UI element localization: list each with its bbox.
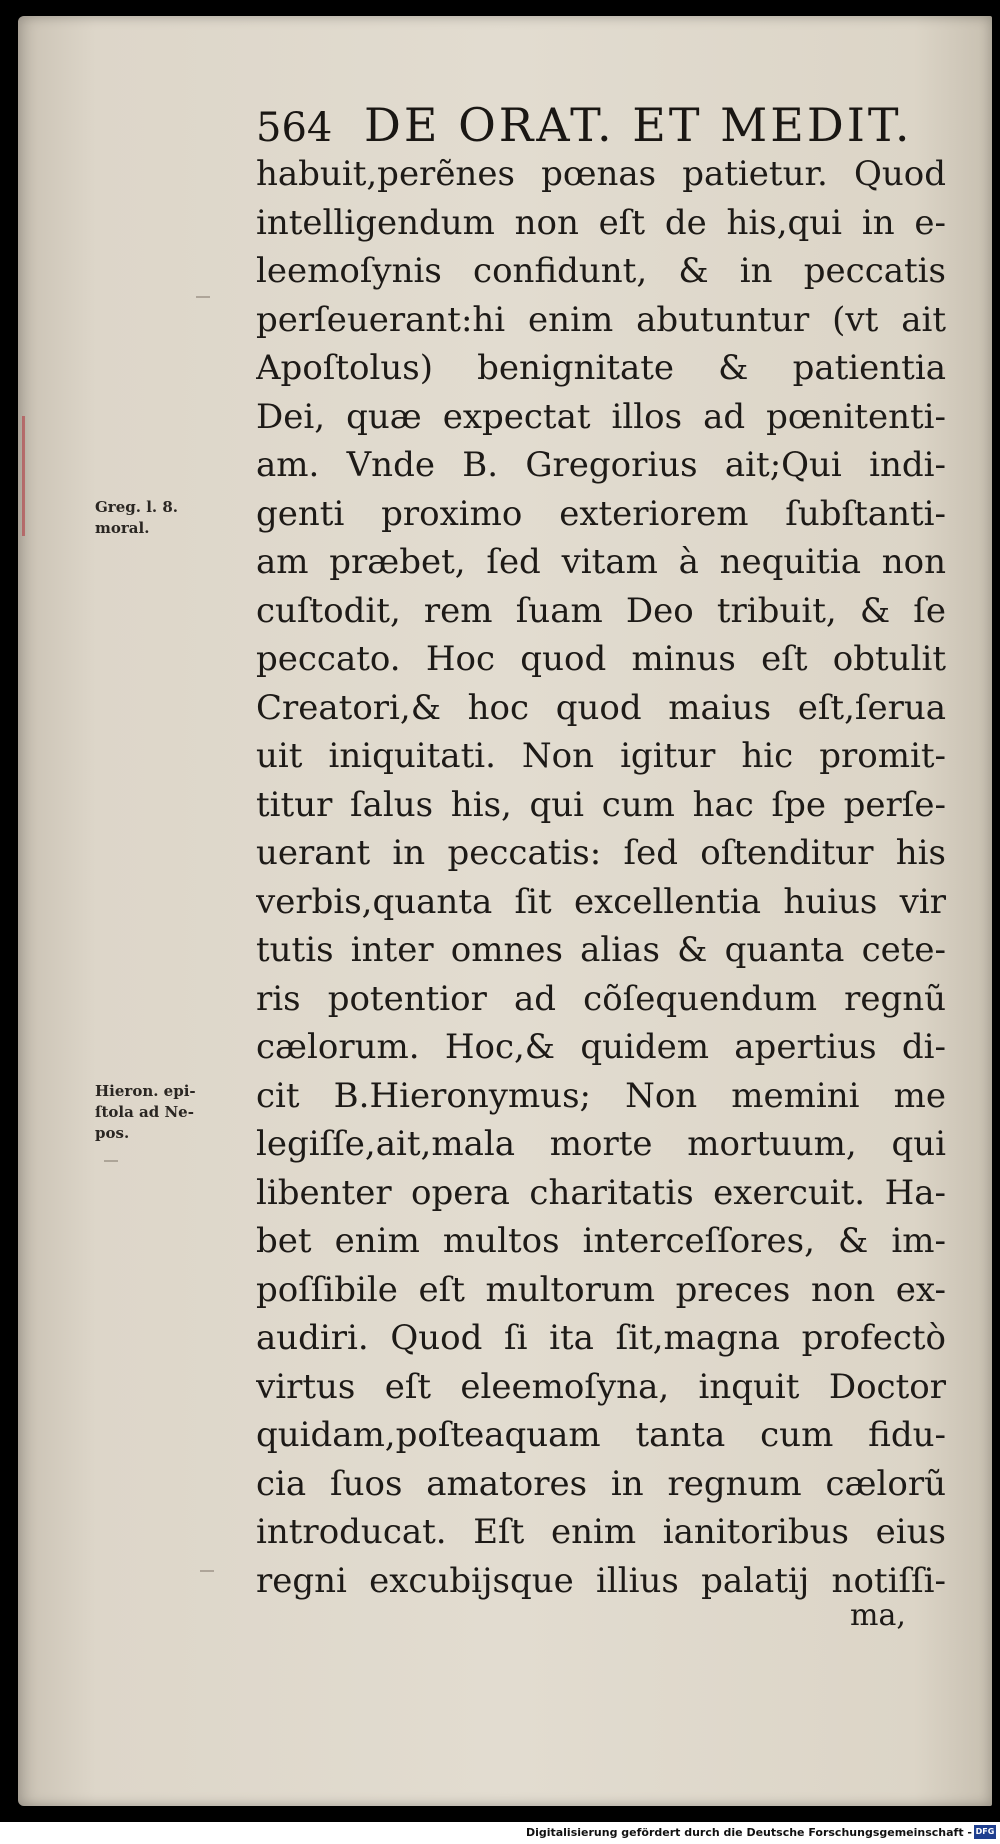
page-number: 564	[256, 105, 333, 151]
margin-note-line: moral.	[95, 519, 150, 537]
text-line: intelligendum non eſt de his,qui in e-	[256, 202, 946, 243]
text-line: perſeuerant:hi enim abutuntur (vt ait	[256, 299, 946, 340]
body-text	[256, 150, 946, 1605]
text-line: Dei, quæ expectat illos ad pœnitenti-	[256, 396, 946, 437]
text-line: am præbet, ſed vitam à nequitia non	[256, 542, 946, 582]
text-line: introducat. Eſt enim ianitoribus eius	[256, 1512, 946, 1552]
digitization-credit: Digitalisierung gefördert durch die Deutsche Forschungsgemeinschaft -	[525, 1826, 972, 1839]
text-line: cælorum. Hoc,& quidem apertius di-	[256, 1027, 946, 1067]
text-line: habuit,perẽnes pœnas patietur. Quod	[256, 154, 946, 194]
paper-speck	[104, 1160, 118, 1162]
margin-note-gregory	[95, 497, 255, 539]
text-line: audiri. Quod ſi ita ſit,magna profectò	[256, 1318, 946, 1358]
text-line: cia ſuos amatores in regnum cælorũ	[256, 1463, 946, 1504]
text-line: cit B.Hieronymus; Non memini me	[256, 1075, 946, 1116]
text-line: peccato. Hoc quod minus eſt obtulit	[256, 639, 946, 679]
text-line: uerant in peccatis: ſed oſtenditur his	[256, 833, 946, 873]
margin-note-line: ſtola ad Ne-	[95, 1103, 194, 1121]
text-line: quidam,poſteaquam tanta cum fidu-	[256, 1415, 946, 1455]
text-line: Apoſtolus) benignitate & patientia	[256, 348, 946, 388]
running-head-title: DE ORAT. ET MEDIT.	[363, 98, 913, 152]
text-line: regni excubijsque illius palatij notiſſi-	[256, 1560, 946, 1601]
running-header	[256, 98, 936, 154]
margin-note-line: Hieron. epi-	[95, 1082, 196, 1100]
text-line: titur ſalus his, qui cum hac ſpe perſe-	[256, 784, 946, 825]
text-line: am. Vnde B. Gregorius ait;Qui indi-	[256, 445, 946, 485]
margin-note-line: Greg. l. 8.	[95, 498, 178, 516]
text-line: genti proximo exteriorem ſubſtanti-	[256, 493, 946, 534]
text-line: legiſſe,ait,mala morte mortuum, qui	[256, 1124, 946, 1164]
text-line: ris potentior ad cõſequendum regnũ	[256, 978, 946, 1019]
margin-note-line: pos.	[95, 1124, 130, 1142]
paper-speck	[200, 1570, 214, 1572]
text-line: leemoſynis confidunt, & in peccatis	[256, 251, 946, 291]
text-line: libenter opera charitatis exercuit. Ha-	[256, 1172, 946, 1213]
text-line: bet enim multos interceſſores, & im-	[256, 1221, 946, 1261]
text-line: uit iniquitati. Non igitur hic promit-	[256, 736, 946, 776]
text-line: poſſibile eſt multorum preces non ex-	[256, 1269, 946, 1310]
dfg-logo-icon: DFG	[974, 1825, 996, 1839]
text-line: verbis,quanta ſit excellentia huius vir	[256, 881, 946, 922]
margin-note-jerome	[95, 1081, 255, 1144]
text-line: cuſtodit, rem ſuam Deo tribuit, & ſe	[256, 590, 946, 631]
text-line: Creatori,& hoc quod maius eſt,ſerua	[256, 687, 946, 728]
spine-stain	[22, 416, 25, 536]
text-line: tutis inter omnes alias & quanta cete-	[256, 930, 946, 970]
text-line: virtus eſt eleemoſyna, inquit Doctor	[256, 1366, 946, 1407]
catchword: ma,	[850, 1598, 906, 1633]
paper-speck	[196, 296, 210, 298]
